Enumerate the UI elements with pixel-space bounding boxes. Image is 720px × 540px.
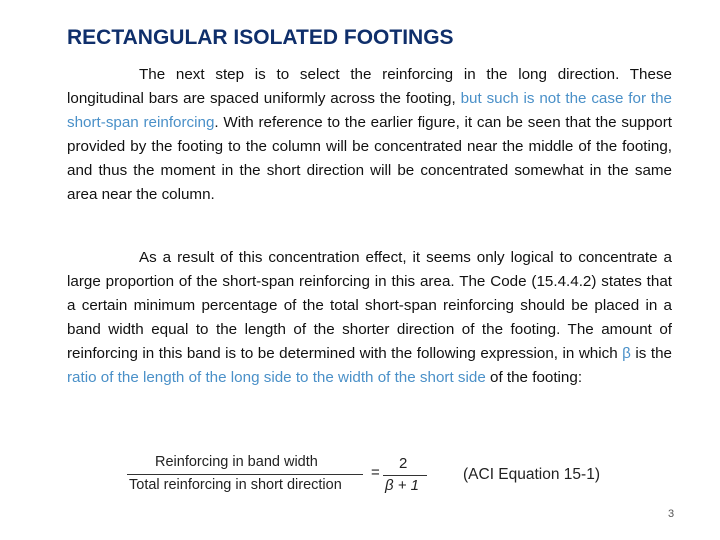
paragraph-2-text-a: As a result of this concentration effect, it seems only logical to concentrate a large proportion of the short-span reinforcing in this area. The Code (15.4.4.2) states that a certain minimum percentage of the total short-span reinforcing should be placed in a band width equal to the length of the shorter direction of the footing. The amount of reinforcing in this band is to be determined with the following expression, in which (67, 249, 672, 362)
equals-sign: = (371, 464, 380, 481)
slide-title: RECTANGULAR ISOLATED FOOTINGS (67, 26, 454, 49)
paragraph-1-highlight: but such is not the case for the short-span reinforcing (67, 90, 672, 131)
rhs-fraction-bar (383, 475, 427, 476)
fraction-bar (127, 474, 363, 475)
aci-equation (127, 452, 447, 498)
paragraph-2-text-c: of the footing: (485, 369, 583, 386)
equation-rhs-denominator: β + 1 (385, 477, 420, 494)
paragraph-2-text-b: is the (630, 345, 672, 362)
equation-label: (ACI Equation 15-1) (463, 466, 600, 483)
page-number: 3 (668, 508, 675, 520)
paragraph-1 (67, 63, 672, 207)
paragraph-2 (67, 246, 672, 390)
beta-symbol: β (622, 345, 631, 362)
equation-rhs-numerator: 2 (399, 455, 408, 472)
paragraph-2-highlight: ratio of the length of the long side to the width of the short side (67, 369, 486, 386)
paragraph-1-text-a: The next step is to select the reinforcing in the long direction. These longitudinal bars are spaced uniformly across the footing, (67, 66, 672, 107)
paragraph-1-text-b: . With reference to the earlier figure, it can be seen that the support provided by the footing to the column will be concentrated near the middle of the footing, and thus the moment in the short direction will be concentrated somewhat in the same area near the column. (67, 114, 672, 203)
equation-denominator: Total reinforcing in short direction (129, 477, 342, 493)
equation-numerator: Reinforcing in band width (155, 454, 318, 470)
